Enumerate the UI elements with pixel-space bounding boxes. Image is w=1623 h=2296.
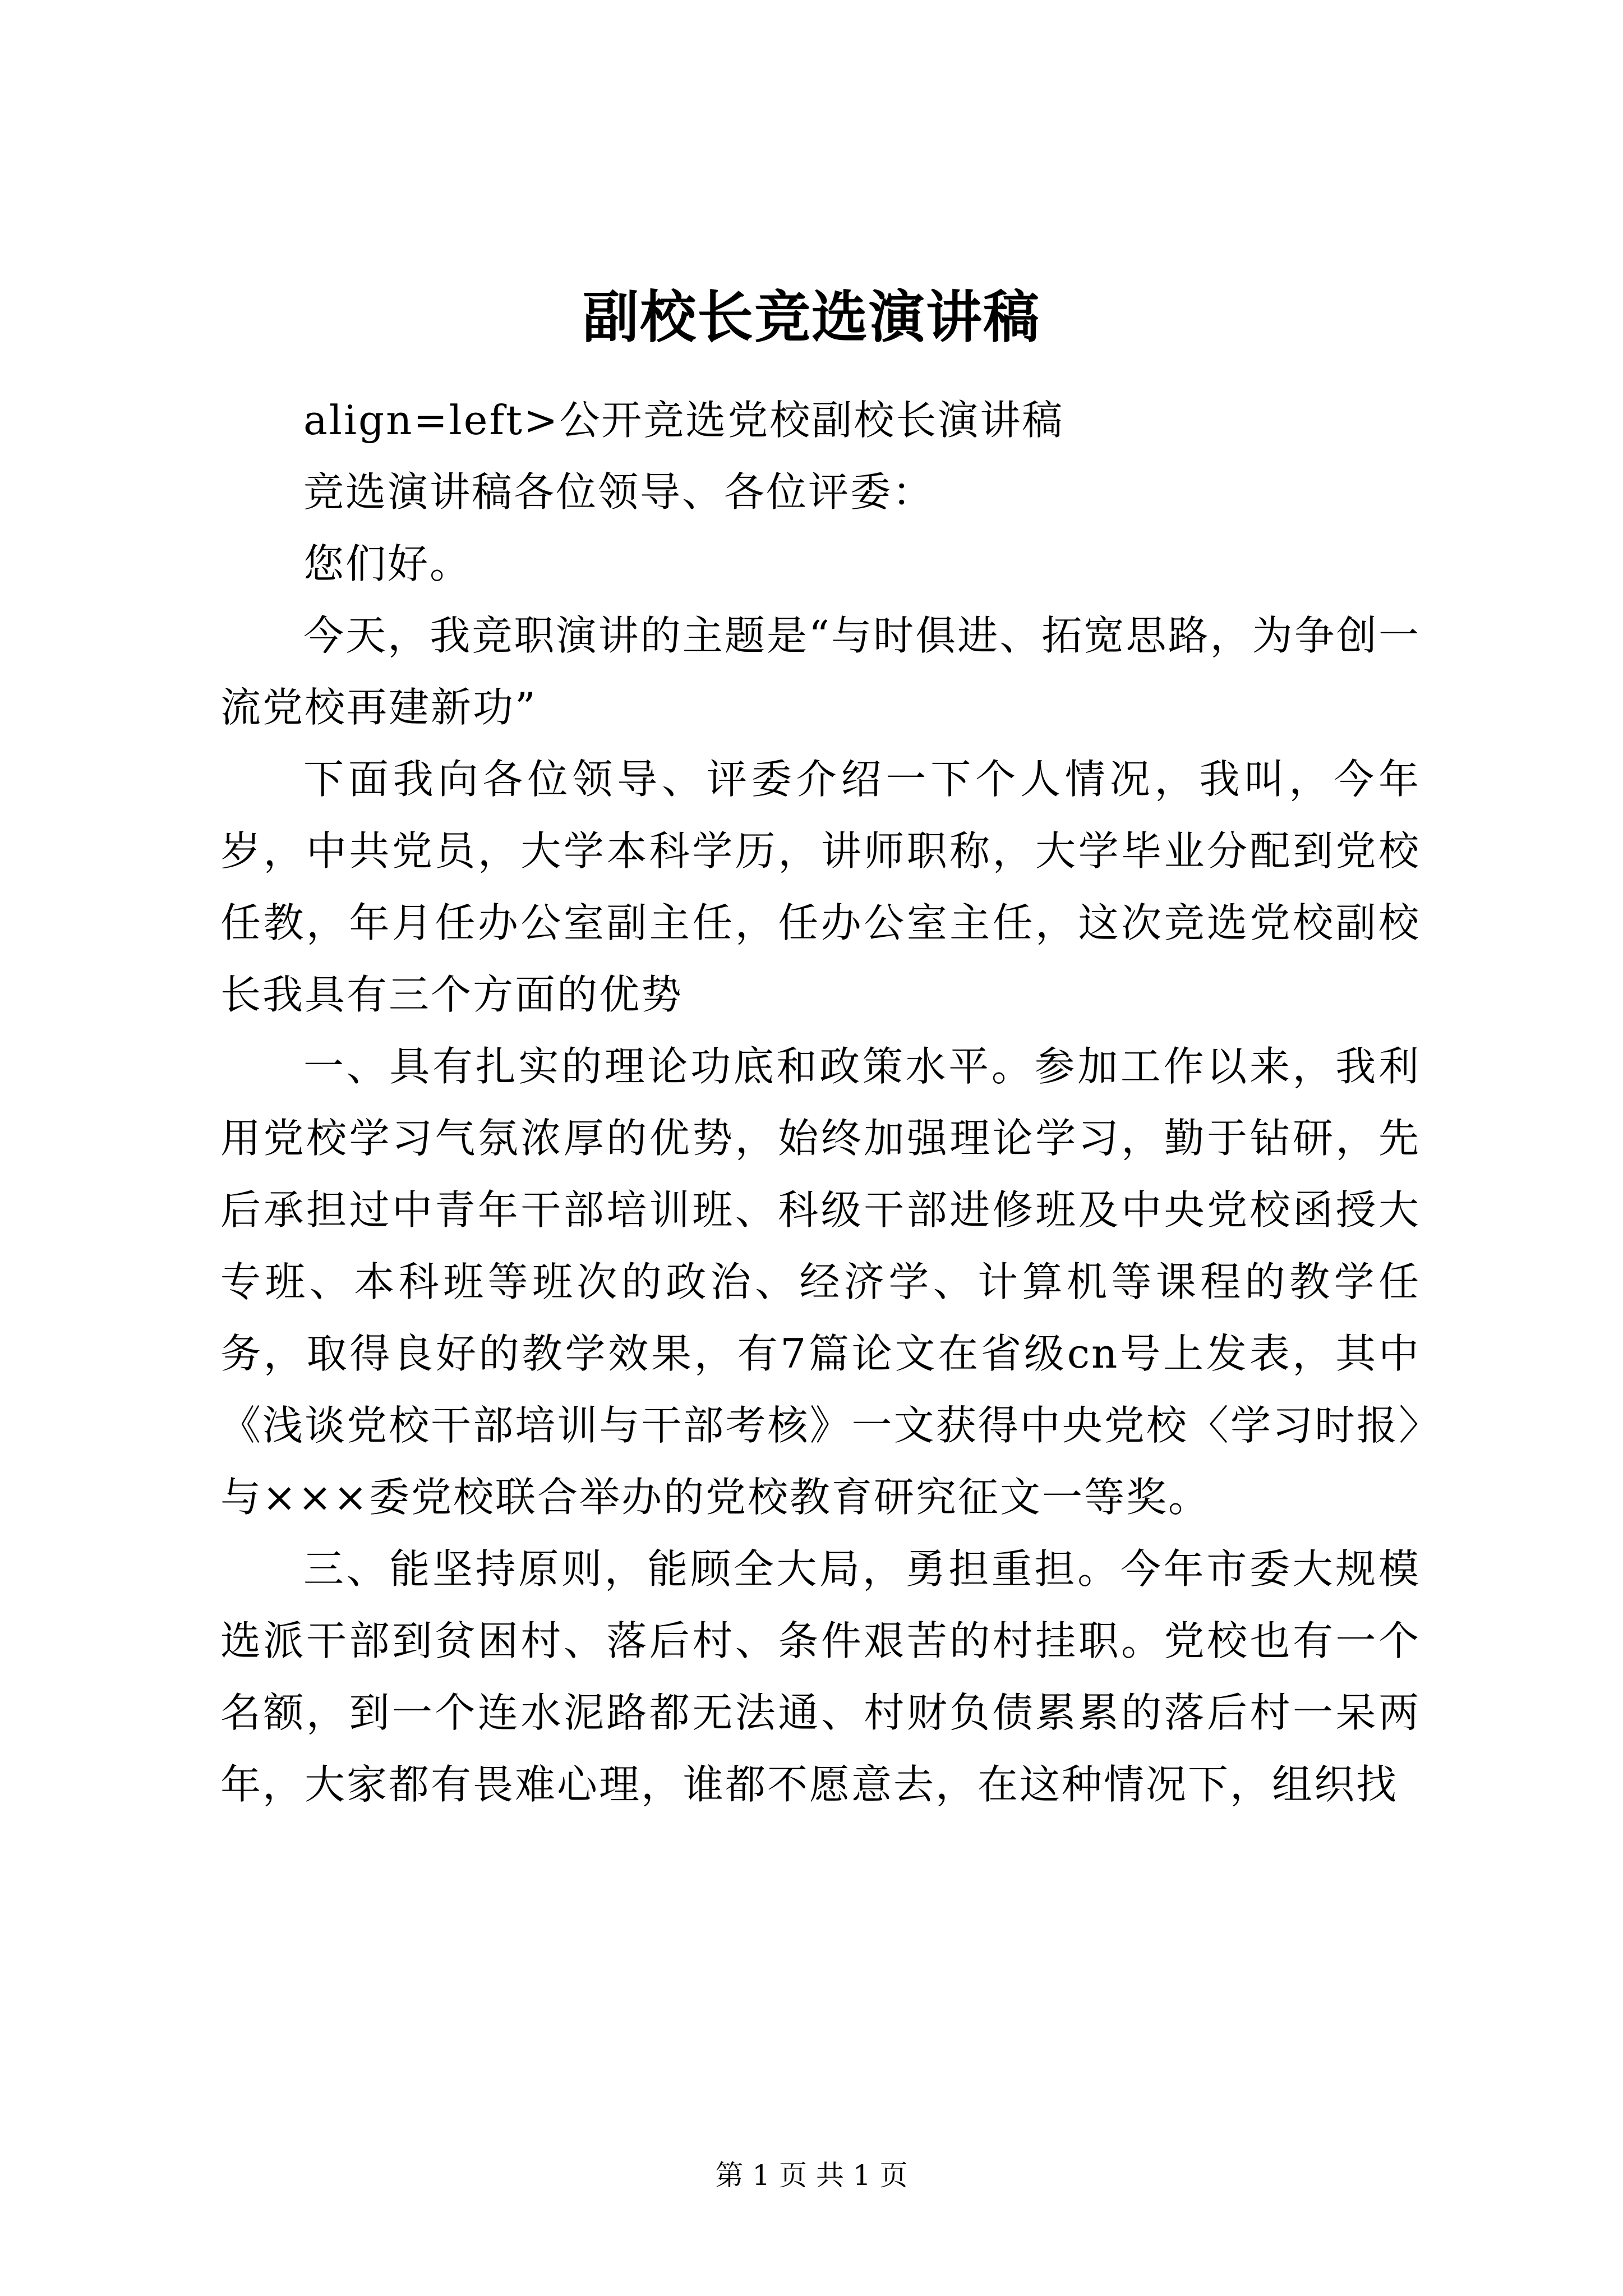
paragraph-hello: 您们好。 xyxy=(303,540,472,587)
paragraph-advantage-three: 三、能坚持原则，能顾全大局，勇担重担。今年市委大规模选派干部到贫困村、落后村、条件艰苦的村挂职。党校也有一个名额，到一个连水泥路都无法通、村财负债累累的落后村一呆两年，大家都有畏难心理，谁都不愿意去，在这种情况下，组织找 xyxy=(220,1545,1421,1808)
paragraph-advantage-one: 一、具有扎实的理论功底和政策水平。参加工作以来，我利用党校学习气氛浓厚的优势，始终加强理论学习，勤于钻研，先后承担过中青年干部培训班、科级干部进修班及中央党校函授大专班、本科班等班次的政治、经济学、计算机等课程的教学任务，取得良好的教学效果，有7篇论文在省级cn号上发表，其中《浅谈党校干部培训与干部考核》一文获得中央党校〈学习时报〉与×××委党校联合举办的党校教育研究征文一等奖。 xyxy=(220,1043,1421,1521)
paragraph-heading-line: align=left>公开竞选党校副校长演讲稿 xyxy=(303,397,1064,444)
page-number-footer: 第 1 页 共 1 页 xyxy=(715,2159,908,2192)
paragraph-greeting: 竞选演讲稿各位领导、各位评委： xyxy=(303,468,935,516)
paragraph-introduction: 下面我向各位领导、评委介绍一下个人情况，我叫，今年岁，中共党员，大学本科学历，讲师职称，大学毕业分配到党校任教，年月任办公室副主任，任办公室主任，这次竞选党校副校长我具有三个方面的优势 xyxy=(220,756,1421,1018)
document-body xyxy=(220,384,1421,1820)
document-title: 副校长竞选演讲稿 xyxy=(583,284,1040,350)
paragraph-theme: 今天，我竞职演讲的主题是“与时俱进、拓宽思路，为争创一流党校再建新功” xyxy=(220,612,1421,731)
